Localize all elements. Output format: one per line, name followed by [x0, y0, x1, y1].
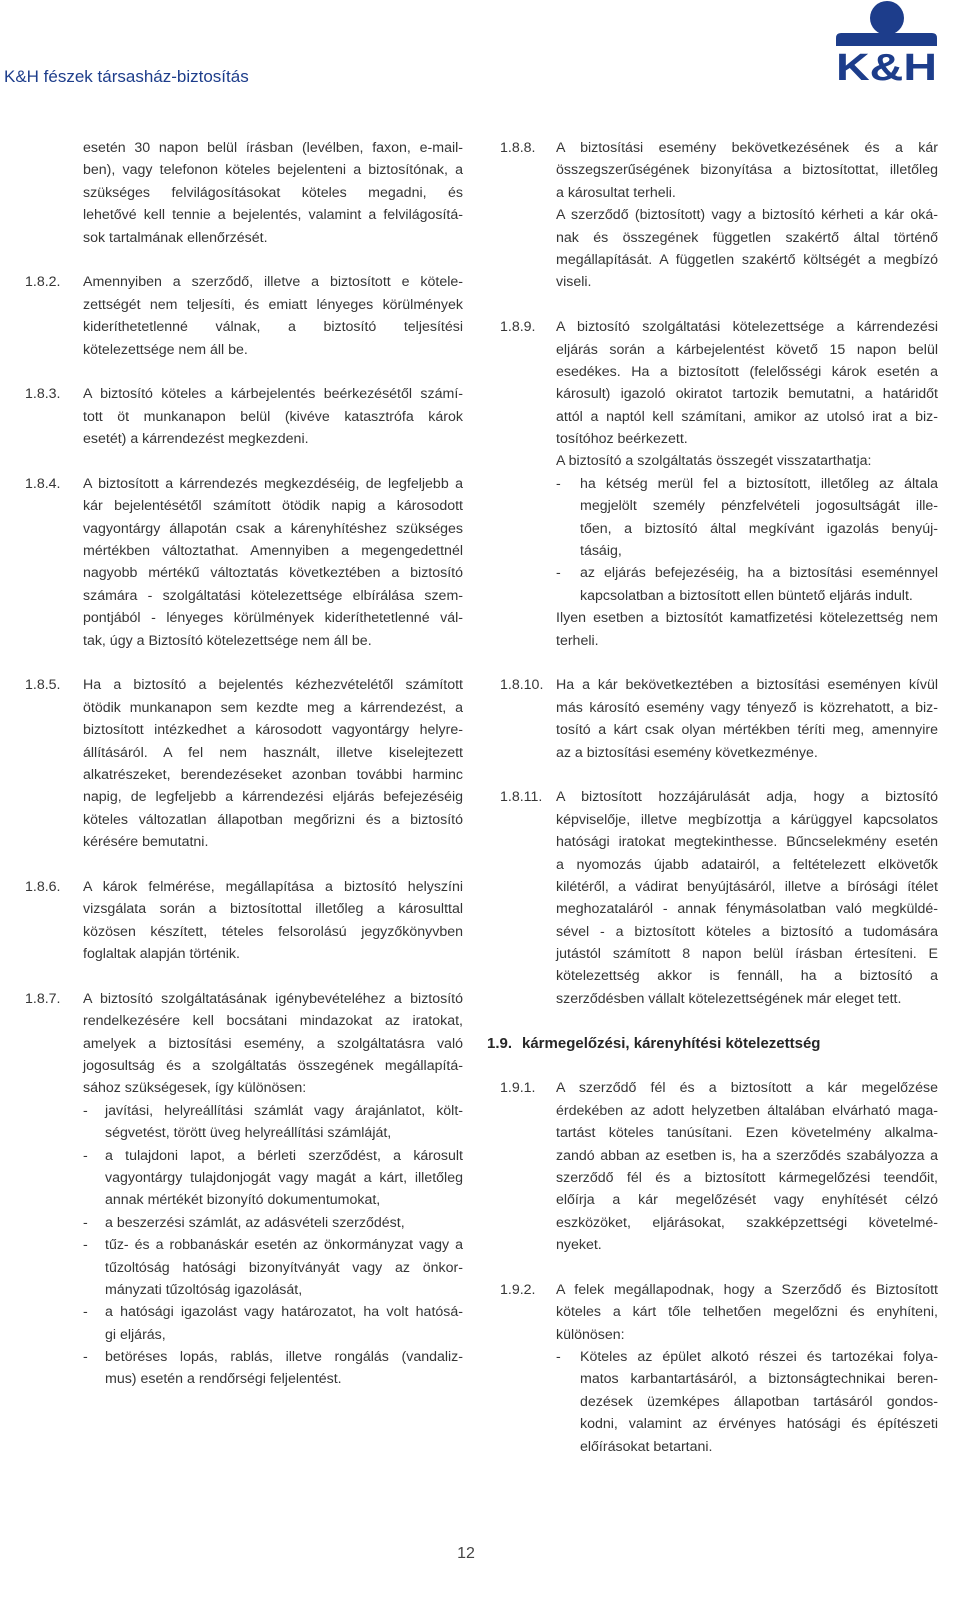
text-line: közösen készített, tételes felsorolású jegyzőkönyvben	[83, 923, 463, 940]
text-line: tartást köteles tanúsítani. Ezen követelmény alkalma-	[556, 1125, 938, 1142]
text-line: kilétéről, a vádirat benyújtásáról, illetve a bírósági ítélet	[556, 878, 938, 895]
text-line: foglaltak alapján történik.	[83, 946, 240, 963]
text-line: kár bejelentésétől számított ötödik napig a károsodott	[83, 498, 463, 515]
text-line: A biztosító szolgáltatásának igénybevételéhez a biztosító	[83, 990, 463, 1007]
text-line: Ilyen esetben a biztosítót kamatfizetési kötelezettség nem	[556, 610, 938, 627]
paragraph	[83, 473, 463, 652]
text-line: megállapítását. A független szakértő költségét a megbízó	[556, 251, 938, 268]
text-line: a tulajdoni lapot, a bérleti szerződést, a károsult	[105, 1147, 463, 1164]
paragraph	[556, 674, 938, 764]
logo-bar-icon	[836, 33, 937, 46]
text-line: képviselője, illetve megbízottja a kárüggyel kapcsolatos	[556, 811, 938, 828]
text-line: tásáig,	[580, 543, 622, 560]
clause-number: 1.8.9.	[500, 319, 536, 336]
text-line: eljárás során a kárbejelentést követő 15 napon belül	[556, 341, 938, 358]
clause	[487, 316, 938, 652]
text-line: mus) esetén a rendőrségi feljelentést.	[105, 1371, 342, 1388]
text-line: A biztosított a kárrendezés megkezdéséig, de legfeljebb a	[83, 475, 463, 492]
text-line: összegszerűségének bizonyítása a biztosítottat, illetőleg	[556, 162, 938, 179]
list-item	[556, 1346, 938, 1458]
text-line: a károsultat terheli.	[556, 184, 676, 201]
clause-number: 1.8.2.	[25, 274, 61, 291]
text-line: zandó abban az esetben is, ha a szerződés szabályozza a	[556, 1147, 938, 1164]
list-item	[83, 1212, 463, 1234]
text-line: kideríthetetlenné válnak, a biztosító teljesítési	[83, 319, 463, 336]
text-line: a nyomozás újabb adatairól, a feltételezett elkövetők	[556, 856, 938, 873]
text-line: A károk felmérése, megállapítása a biztosító helyszíni	[83, 878, 463, 895]
text-line: esetén 30 napon belül írásban (levélben, faxon, e-mail-	[83, 140, 463, 156]
list-item	[556, 562, 938, 607]
paragraph	[556, 137, 938, 204]
paragraph	[83, 137, 463, 249]
list-bullet: -	[83, 1147, 88, 1164]
text-line: vagyontárgy állapotán csak a kárenyhítéshez szükséges	[83, 520, 463, 537]
text-line: vizsgálata során a biztosítottal illetőleg a károsulttal	[83, 901, 463, 918]
text-line: a hatósági igazolást vagy határozatot, ha volt hatósá-	[105, 1304, 463, 1321]
paragraph	[556, 204, 938, 294]
text-line: nak és összegének független szakértő által történő	[556, 229, 938, 246]
clause-number: 1.8.5.	[25, 677, 61, 694]
clause	[25, 674, 463, 853]
text-line: tosítóhoz beérkezett.	[556, 431, 688, 448]
text-line: Amennyiben a szerződő, illetve a biztosított e kötele-	[83, 274, 463, 291]
text-line: napig, de legfeljebb a kárrendezési eljárás befejezéséig	[83, 789, 463, 806]
list-bullet: -	[556, 565, 561, 582]
text-line: mányzati tűzoltóság igazolását,	[105, 1281, 303, 1298]
list-bullet: -	[556, 1349, 561, 1366]
text-line: károsult) igazoló okiratot tartozik bemutatni, a határidőt	[556, 386, 938, 403]
text-line: kodni, valamint az érvényes hatósági és építészeti	[580, 1416, 938, 1433]
text-line: tűz- és a robbanáskár esetén az önkormányzat vagy a	[105, 1237, 463, 1254]
section-number: 1.9.	[487, 1034, 513, 1052]
text-line: biztosított intézkedhet a károsodott vagyontárgy helyre-	[83, 722, 463, 739]
text-line: ségvetést, törött üveg helyreállítási számláját,	[105, 1125, 392, 1142]
text-line: A biztosító köteles a kárbejelentés beérkezésétől számí-	[83, 386, 463, 403]
logo-wordmark: K&H	[836, 47, 937, 86]
text-line: pontjából - lényeges körülmények kideríthetetlenné vál-	[83, 610, 463, 627]
text-line: annak mértékét bizonyító dokumentumokat,	[105, 1192, 381, 1209]
text-line: szerződő fél és a biztosított kármegelőzési teendőit,	[556, 1169, 938, 1186]
logo-ball-icon	[870, 1, 904, 35]
text-line: matos karbantartásáról, a biztonságtechnikai beren-	[580, 1371, 938, 1388]
text-line: A biztosított hozzájárulását adja, hogy a biztosító	[556, 789, 938, 806]
paragraph	[556, 1279, 938, 1346]
text-line: megjelölt személy pénzfelvételi jogosultságát ille-	[580, 498, 938, 515]
clause	[25, 473, 463, 652]
kh-logo	[828, 0, 940, 86]
list-item	[83, 1100, 463, 1145]
text-line: javítási, helyreállítási számlát vagy árajánlatot, költ-	[105, 1102, 463, 1119]
text-line: sok tartalmának ellenőrzését.	[83, 229, 268, 246]
text-line: dezések üzemképes állapotban tartásáról gondos-	[580, 1393, 938, 1410]
text-line: mértékben változtathat. Amennyiben a megengedettnél	[83, 543, 463, 560]
text-line: esetét) a kárrendezést megkezdeni.	[83, 431, 309, 448]
text-line: jogosultság és a szolgáltatás összegének megállapítá-	[83, 1058, 463, 1075]
text-line: az a biztosítási esemény következménye.	[556, 744, 818, 761]
paragraph	[556, 607, 938, 652]
text-line: ben), vagy telefonon köteles bejelenteni a biztosítónak, a	[83, 162, 463, 179]
text-line: hatósági iratokat megtekinthesse. Bűncselekmény esetén	[556, 834, 938, 851]
section-title: kármegelőzési, kárenyhítési kötelezettség	[522, 1034, 821, 1052]
text-line: előírásokat betartani.	[580, 1438, 713, 1455]
clause	[487, 1077, 938, 1256]
text-line: amelyek a biztosítási esemény, a szolgáltatásra való	[83, 1035, 463, 1052]
section-heading	[487, 1033, 938, 1055]
list-item	[83, 1145, 463, 1212]
clause	[25, 383, 463, 450]
clause	[487, 674, 938, 764]
list-item	[83, 1346, 463, 1391]
text-line: tak, úgy a Biztosító kötelezettsége nem áll be.	[83, 632, 372, 649]
paragraph	[83, 271, 463, 361]
text-line: jutástól számított 8 napon belül írásban értesíteni. E	[556, 946, 938, 963]
text-line: terheli.	[556, 632, 599, 649]
paragraph	[556, 786, 938, 1010]
text-line: meghozataláról - annak fénymásolatban való megküldé-	[556, 901, 938, 918]
text-line: tott öt munkanapon belül (kivéve katasztrófa károk	[83, 408, 463, 425]
text-line: kötelezettsége nem áll be.	[83, 341, 248, 358]
paragraph	[83, 383, 463, 450]
text-line: szükséges felvilágosításokat köteles megadni, és	[83, 184, 463, 201]
text-line: sével - a biztosított köteles a biztosító a tudomására	[556, 923, 938, 940]
text-line: érdekében az adott helyzetben általában elvárható maga-	[556, 1102, 938, 1119]
text-line: A biztosítási esemény bekövetkezésének és a kár	[556, 140, 938, 156]
text-line: szerződésben vállalt kötelezettségének már eleget tett.	[556, 990, 902, 1007]
list-item	[83, 1234, 463, 1301]
clause-number: 1.8.4.	[25, 475, 61, 492]
text-line: nagyobb mértékű változtatás következtében a biztosító	[83, 565, 463, 582]
document-title: K&H fészek társasház-biztosítás	[4, 67, 249, 86]
text-line: tűzoltóság hatósági bizonyítványát vagy az önkor-	[105, 1259, 463, 1276]
text-line: Ha a biztosító a bejelentés kézhezvételétől számított	[83, 677, 463, 694]
paragraph	[556, 450, 938, 472]
text-line: tően, a biztosító által megkívánt igazolás benyúj-	[580, 520, 938, 537]
clause	[487, 786, 938, 1010]
paragraph	[83, 988, 463, 1100]
text-line: A felek megállapodnak, hogy a Szerződő és Biztosított	[556, 1281, 938, 1298]
paragraph	[83, 674, 463, 853]
list-bullet: -	[83, 1214, 88, 1231]
text-line: az eljárás befejezéséig, ha a biztosítási eseménnyel	[580, 565, 938, 582]
clause-number: 1.9.2.	[500, 1281, 536, 1298]
text-line: viseli.	[556, 274, 592, 291]
text-line: más károsító esemény vagy tényező is közrehatott, a biz-	[556, 699, 938, 716]
list-item	[83, 1301, 463, 1346]
list-bullet: -	[556, 475, 561, 492]
paragraph	[83, 876, 463, 966]
text-line: eszközöket, eljárásokat, szakképzettségi követelmé-	[556, 1214, 938, 1231]
clause	[25, 876, 463, 966]
text-line: kérésére bemutatni.	[83, 834, 209, 851]
clause-number: 1.8.10.	[500, 677, 544, 694]
paragraph	[556, 1077, 938, 1256]
text-line: kötelezettség akkor is fennáll, ha a biztosító a	[556, 968, 938, 985]
page-number: 12	[457, 1545, 475, 1562]
text-line: A szerződő (biztosított) vagy a biztosító kérheti a kár oká-	[556, 207, 938, 224]
text-line: sához szükségesek, így különösen:	[83, 1080, 307, 1097]
text-line: különösen:	[556, 1326, 625, 1343]
text-line: rendelkezésére kell bocsátani mindazokat az iratokat,	[83, 1013, 463, 1030]
clause	[25, 137, 463, 249]
list-bullet: -	[83, 1102, 88, 1119]
list-bullet: -	[83, 1349, 88, 1366]
text-line: vagyontárgy tulajdonjogát vagy magát a kárt, illetőleg	[105, 1169, 463, 1186]
text-line: esedékes. Ha a biztosított (felelősségi károk esetén a	[556, 363, 938, 380]
clause	[487, 137, 938, 294]
text-line: köteles változatlan állapotban megőrizni és a biztosító	[83, 811, 463, 828]
text-line: A biztosító a szolgáltatás összegét visszatarthatja:	[556, 453, 872, 470]
text-line: Ha a kár bekövetkeztében a biztosítási eseményen kívül	[556, 677, 938, 694]
text-line: számára - szolgáltatási kötelezettsége elbírálása szem-	[83, 587, 463, 604]
text-line: tosító a kárt csak olyan mértékben téríti meg, amennyire	[556, 722, 938, 739]
left-column	[25, 137, 463, 1413]
text-line: gi eljárás,	[105, 1326, 166, 1343]
clause	[25, 988, 463, 1391]
text-line: zettségét nem teljesíti, és emiatt lényeges körülmények	[83, 296, 463, 313]
text-line: előírja a kár megelőzését vagy enyhítését célzó	[556, 1192, 938, 1209]
text-line: A szerződő fél és a biztosított a kár megelőzése	[556, 1080, 938, 1097]
text-line: alkatrészeket, berendezéseket azonban további harminc	[83, 766, 463, 783]
clause-number: 1.8.8.	[500, 140, 536, 156]
text-line: betöréses lopás, rablás, illetve rongálás (vandaliz-	[105, 1349, 463, 1366]
text-line: Köteles az épület alkotó részei és tartozékai folya-	[580, 1349, 938, 1366]
clause-number: 1.8.11.	[500, 789, 543, 806]
text-line: a beszerzési számlát, az adásvételi szerződést,	[105, 1214, 405, 1231]
text-line: ötödik munkanapon sem kezdte meg a kárrendezést, a	[83, 699, 463, 716]
clause-number: 1.8.7.	[25, 990, 61, 1007]
text-line: kapcsolatban a biztosított ellen büntető eljárás indult.	[580, 587, 913, 604]
text-line: A biztosító szolgáltatási kötelezettsége a kárrendezési	[556, 319, 938, 336]
text-line: attól a naptól kell számítani, amikor az utolsó irat a biz-	[556, 408, 938, 425]
list-bullet: -	[83, 1304, 88, 1321]
text-line: ha kétség merül fel a biztosított, illetőleg az általa	[580, 475, 938, 492]
clause	[487, 1279, 938, 1458]
text-line: köteles a kárt tőle telhetően megelőzni és enyhíteni,	[556, 1304, 938, 1321]
clause-number: 1.8.3.	[25, 386, 61, 403]
clause	[25, 271, 463, 361]
list-bullet: -	[83, 1237, 88, 1254]
text-line: lehetővé kell tennie a bejelentés, valamint a felvilágosítá-	[83, 207, 463, 224]
right-column	[487, 137, 938, 1480]
text-line: nyeket.	[556, 1237, 602, 1254]
paragraph	[556, 316, 938, 450]
text-line: állításáról. A fel nem használt, illetve kiselejtezett	[83, 744, 463, 761]
list-item	[556, 473, 938, 563]
clause-number: 1.9.1.	[500, 1080, 536, 1097]
clause-number: 1.8.6.	[25, 878, 61, 895]
